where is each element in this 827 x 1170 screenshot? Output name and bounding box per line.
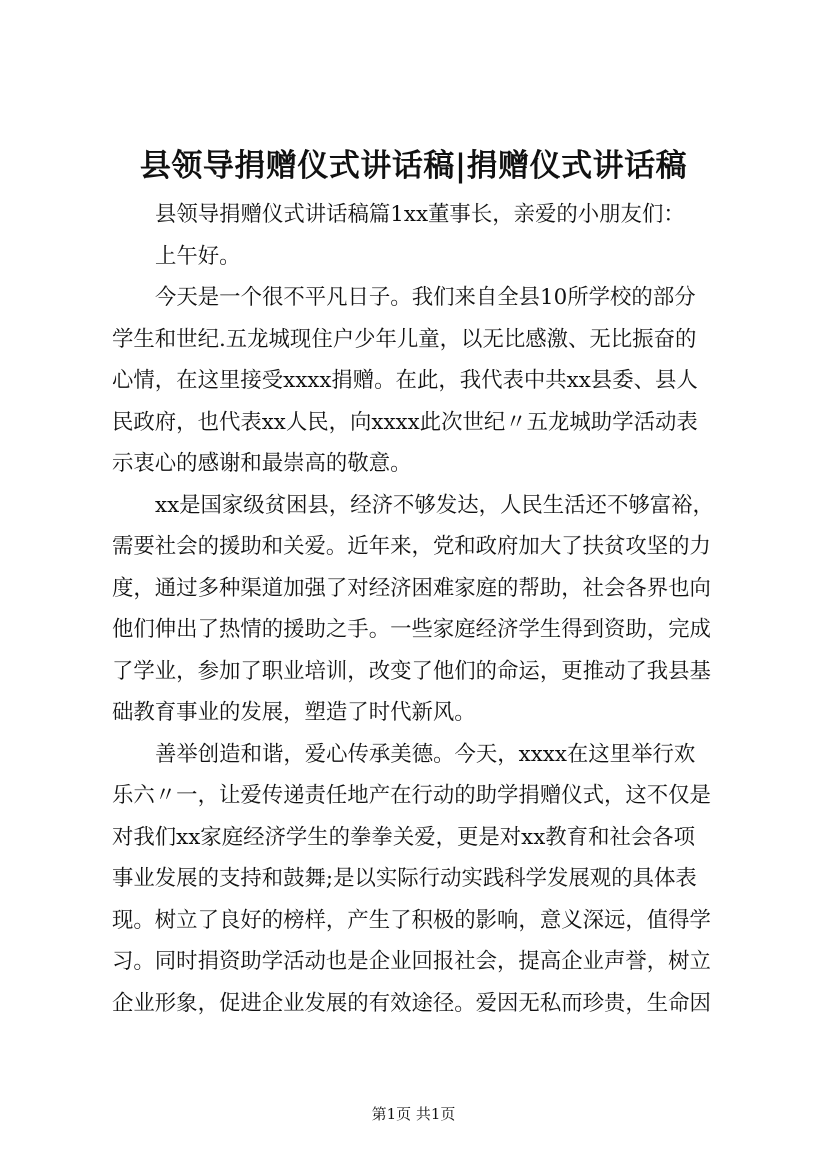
paragraph-line: 心情，在这里接受xxxx捐赠。在此，我代表中共xx县委、县人 xyxy=(112,368,698,393)
paragraph-line: xx是国家级贫困县，经济不够发达，人民生活还不够富裕， xyxy=(155,492,714,518)
paragraph-line: 了学业，参加了职业培训，改变了他们的命运，更推动了我县基 xyxy=(112,658,711,684)
paragraph-line: 今天是一个很不平凡日子。我们来自全县10所学校的部分 xyxy=(155,285,696,310)
paragraph-line: 学生和世纪.五龙城现住户少年儿童，以无比感激、无比振奋的 xyxy=(112,326,697,352)
paragraph-line: 现。树立了良好的榜样，产生了积极的影响，意义深远，值得学 xyxy=(112,907,711,933)
paragraph-line: 示衷心的感谢和最崇高的敬意。 xyxy=(112,451,412,476)
paragraph-line: 对我们xx家庭经济学生的拳拳关爱，更是对xx教育和社会各项 xyxy=(112,824,696,850)
paragraph-line: 度，通过多种渠道加强了对经济困难家庭的帮助，社会各界也向 xyxy=(112,575,711,601)
paragraph-line: 县领导捐赠仪式讲话稿篇1xx董事长，亲爱的小朋友们： xyxy=(155,202,685,227)
paragraph-line: 乐六〃一，让爱传递责任地产在行动的助学捐赠仪式，这不仅是 xyxy=(112,783,711,808)
paragraph-line: 企业形象，促进企业发展的有效途径。爱因无私而珍贵，生命因 xyxy=(112,990,711,1016)
paragraph-line: 事业发展的支持和鼓舞;是以实际行动实践科学发展观的具体表 xyxy=(112,866,697,891)
paragraph-line: 础教育事业的发展，塑造了时代新风。 xyxy=(112,700,476,725)
page-footer: 第1页 共1页 xyxy=(371,1105,456,1123)
paragraph-line: 善举创造和谐，爱心传承美德。今天，xxxx在这里举行欢 xyxy=(155,741,696,767)
document-body xyxy=(112,194,742,1024)
paragraph-line: 民政府，也代表xx人民，向xxxx此次世纪〃五龙城助学活动表 xyxy=(112,409,698,435)
paragraph-line: 上午好。 xyxy=(155,243,241,269)
paragraph-line: 习。同时捐资助学活动也是企业回报社会，提高企业声誉，树立 xyxy=(112,949,711,974)
document-title: 县领导捐赠仪式讲话稿|捐赠仪式讲话稿 xyxy=(139,148,688,184)
paragraph-line: 需要社会的援助和关爱。近年来，党和政府加大了扶贫攻坚的力 xyxy=(112,534,711,559)
paragraph-line: 他们伸出了热情的援助之手。一些家庭经济学生得到资助，完成 xyxy=(112,617,711,642)
